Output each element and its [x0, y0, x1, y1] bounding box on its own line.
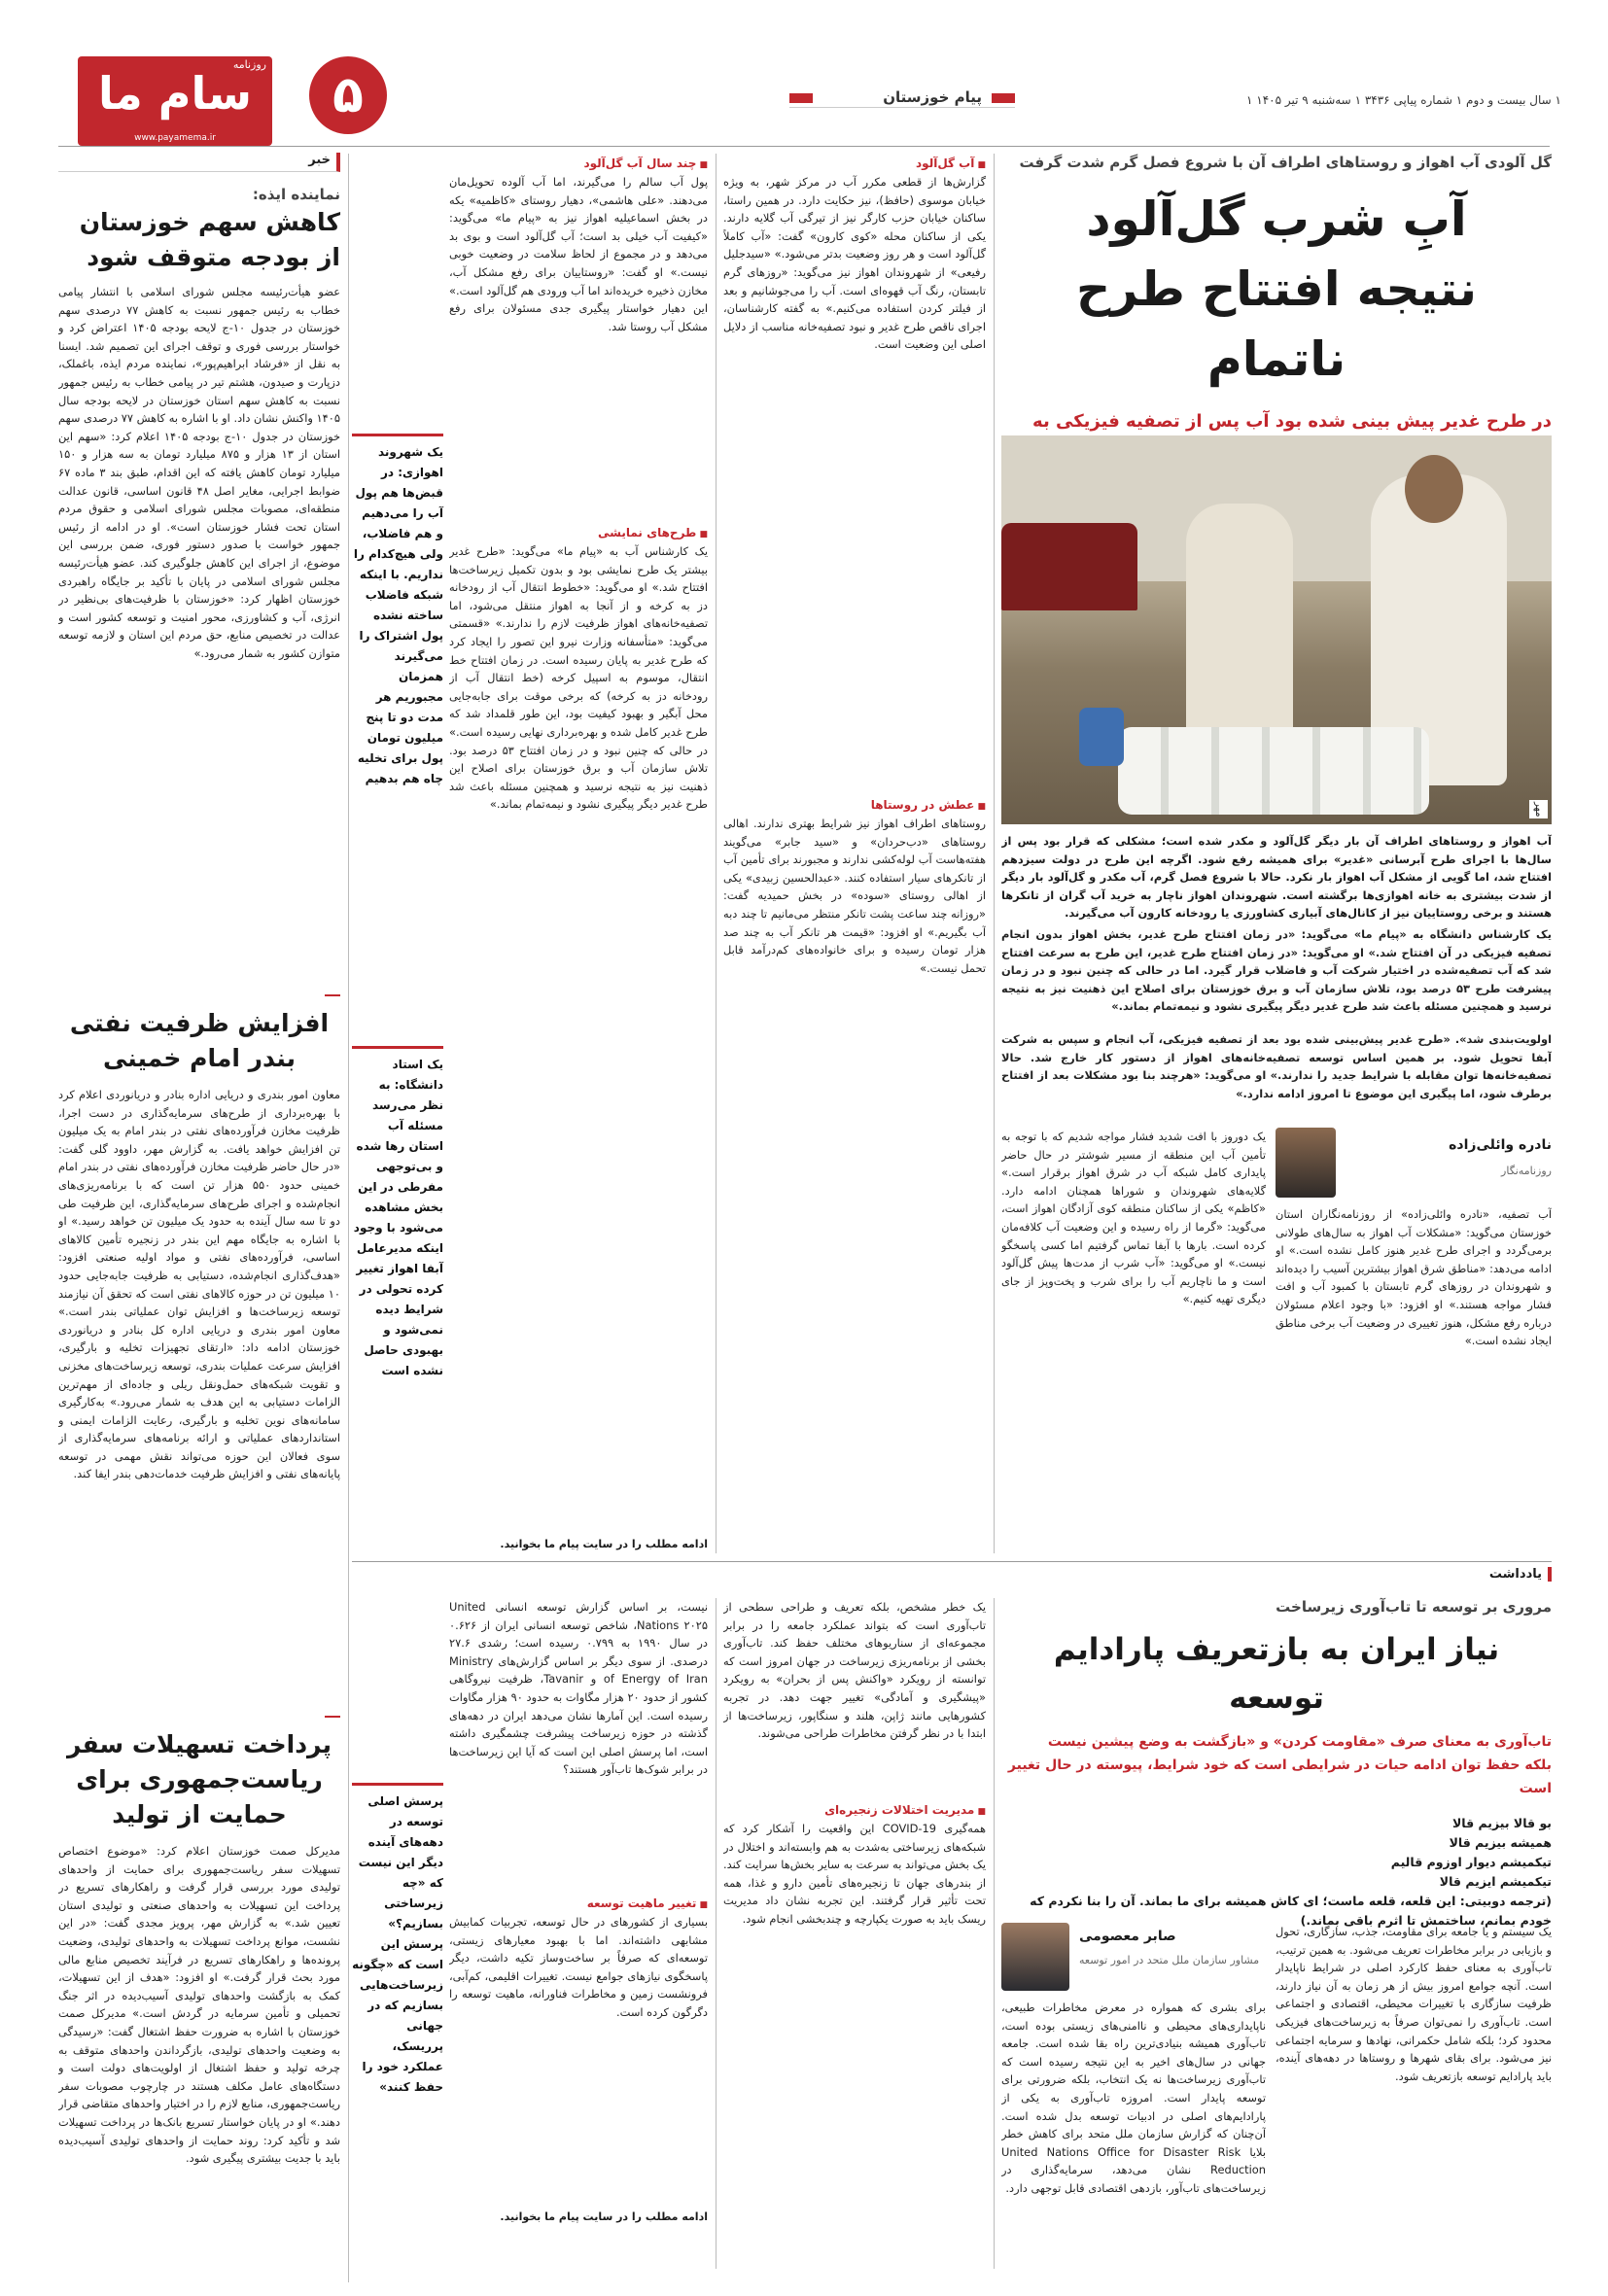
editorial-col-1b: برای بشری که همواره در معرض مخاطرات طبیعی، ناپایداری‌های محیطی و ناامنی‌های زیستی بوده است، تاب‌آوری همیشه بنیادی‌ترین راه بقا شده است. جامعه جهانی در سال‌های اخیر به این نتیجه رسیده است که تاب‌آوری زیرساخت‌ها نه یک انتخاب، بلکه ضرورتی برای توسعه پایدار است. امروزه تاب‌آوری به یکی از پارادایم‌های اصلی در ادبیات توسعه بدل شده است. آن‌چنان که گزارش سازمان ملل متحد برای کاهش خطر بلایا United Nations Office for Disaster Risk Reduction نشان می‌دهد، سرمایه‌گذاری در زیرساخت‌های تاب‌آور، بازدهی اقتصادی قابل توجهی دارد. — [1001, 2000, 1266, 2195]
author-role: مشاور سازمان ملل متحد در امور توسعه — [1079, 1954, 1260, 1966]
story-photo — [1001, 435, 1552, 824]
photo-person-2-head — [1405, 455, 1463, 523]
story-divider — [325, 1716, 340, 1718]
editorial-col-3-body-2: بسیاری از کشورهای در حال توسعه، تجربیات کمابیش مشابهی داشته‌اند. اما با بهبود معیارهای زیستی، توسعه‌ای که صرفاً بر ساخت‌وساز تکیه داشت، دیگر پاسخگوی نیازهای جوامع نیست. تغییرات اقلیمی، کم‌آبی، فرونشست زمین و مخاطرات فناورانه، ماهیت توسعه را دگرگون کرده است. — [449, 1915, 708, 2019]
subhead: ■ آب گل‌آلود — [723, 157, 986, 170]
pull-quote-text: پرسش اصلی توسعه در دهه‌های آینده دیگر این نیست که «چه زیرساختی بسازیم؟» پرسش این است که «چگونه زیرساخت‌هایی بسازیم که در جهانی پرریسک، عملکرد خود را حفظ کنند» — [352, 1794, 443, 2094]
story-body: معاون امور بندری و دریایی اداره بنادر و دریانوردی اعلام کرد با بهره‌برداری از طرح‌های سرمایه‌گذاری در دست اجرا، ظرفیت مخازن فرآورده‌های نفتی در بندر امام به یک میلیون تن افزایش خواهد یافت. به گزارش مهر، داوود گلی گفت: «در حال حاضر ظرفیت مخازن فرآورده‌های نفتی در بندر امام خمینی حدود ۵۵۰ هزار تن است که با برنامه‌ریزی‌های انجام‌شده و اجرای طرح‌های سرمایه‌گذاری، این ظرفیت طی دو تا سه سال آینده به حدود یک میلیون تن خواهد رسید.» او با اشاره به جایگاه مهم این بندر در زنجیره تأمین کالاهای اساسی، فرآورده‌های نفتی و مواد اولیه صنعتی افزود: «هدف‌گذاری انجام‌شده، دستیابی به ظرفیت جابه‌جایی حدود ۱۰ میلیون تن در حوزه کالاهای نفتی است که تحقق آن نیازمند توسعه زیرساخت‌ها و افزایش توان عملیاتی بندر است.» معاون امور بندری و دریایی اداره کل بنادر و دریانوردی خوزستان ادامه داد: «ارتقای تجهیزات تخلیه و بارگیری، افزایش سرعت عملیات بندری، توسعه زیرساخت‌های مخزنی و تقویت شبکه‌های حمل‌ونقل ریلی و جاده‌ای از مهم‌ترین الزامات دستیابی به این هدف به شمار می‌رود.» به‌کارگیری سامانه‌های نوین تخلیه و بارگیری، رعایت الزامات ایمنی و استانداردهای عملیاتی و ارائه برنامه‌های سرمایه‌گذاری از سوی فعالان این حوزه می‌تواند نقش مهمی در توسعه پایانه‌های نفتی و افزایش ظرفیت خدمات‌دهی بندر ایفا کند. — [58, 1088, 340, 1481]
photo-car — [1001, 523, 1137, 610]
pull-quote-3 — [352, 1783, 443, 2098]
author-box — [1276, 1128, 1552, 1201]
photo-caption: آب اهواز و روستاهای اطراف آن بار دیگر گل‌آلود و مکدر شده است؛ مشکلی که قرار بود پس از سال‌ها با اجرای طرح آبرسانی «غدیر» برای همیشه رفع شود. اگرچه این طرح در دولت سیزدهم افتتاح شد، اما گویی از مشکل آب اهواز بار نکرد. حالا با شروع فصل گرم، آب مکدر و گل‌آلود بار دیگر از شدت بیشتری به خانه اهوازی‌ها برگشته است. شهروندان اهواز ناچار به خرید آب گران از تانکرها هستند و برخی روستاییان نیز از کانال‌های آبیاری کشاورزی یا رودخانه کارون آب می‌گیرند. — [1001, 834, 1552, 921]
editorial-kicker: مروری بر توسعه تا تاب‌آوری زیرساخت — [1276, 1598, 1552, 1616]
poem-line: بو قالا بیزیم قالا — [1451, 1816, 1552, 1830]
author-name: صابر معصومی — [1079, 1929, 1176, 1944]
editorial-col-2-body: یک خطر مشخص، بلکه تعریف و طراحی سطحی از تاب‌آوری است که بتواند عملکرد جامعه را در برابر مجموعه‌ای از سناریوهای مختلف حفظ کند. تاب‌آوری بخشی از برنامه‌ریزی زیرساخت در جهان امروز است که توانسته از رویکرد «واکنش پس از بحران» به رویکرد «پیشگیری و آمادگی» تغییر جهت دهد. در تجربه کشورهایی مانند ژاپن، هلند و سنگاپور، زیرساخت‌ها از ابتدا با در نظر گرفتن مخاطرات طراحی می‌شوند. — [723, 1600, 986, 1741]
editorial-label — [1489, 1567, 1552, 1582]
subhead: ■ مدیریت اختلالات زنجیره‌ای — [723, 1803, 986, 1817]
poem-line: تیکمیشم ایزیم قالا — [1439, 1874, 1552, 1889]
editorial-col-3 — [449, 1598, 708, 2269]
news-story-port — [58, 1006, 340, 1766]
logo — [78, 56, 272, 146]
story-divider — [325, 994, 340, 996]
editorial-label-text: یادداشت — [1488, 1567, 1542, 1582]
editorial-header — [1001, 1598, 1552, 1931]
photo-credit — [1529, 800, 1548, 818]
main-col-d — [449, 154, 708, 1553]
story-body: مدیرکل صمت خوزستان اعلام کرد: «موضوع اختصاص تسهیلات سفر ریاست‌جمهوری برای حمایت از واحدهای تولیدی مورد بررسی قرار گرفت و راهکارهای تسریع در پرداخت این تسهیلات به واحدهای صنعتی و تولیدی استان تعیین شد.» به گزارش مهر، پرویز مجدی گفت: «در این نشست، موانع پرداخت تسهیلات به واحدهای تولیدی، وضعیت پرونده‌ها و راهکارهای تسریع در فرآیند تخصیص منابع مالی مورد بحث قرار گرفت.» او افزود: «هدف از این تسهیلات، کمک به بازگشت واحدهای تولیدی آسیب‌دیده در اثر جنگ تحمیلی و تأمین سرمایه در گردش است.» مدیرکل صمت خوزستان با اشاره به ضرورت حفظ اشتغال گفت: «رسیدگی به وضعیت واحدهای تولیدی، بازگرداندن واحدهای متوقف به چرخه تولید و حفظ اشتغال از اولویت‌های دولت است و دستگاه‌های عامل مکلف هستند در چارچوب مصوبات سفر ریاست‌جمهوری، منابع لازم را در اختیار واحدهای متقاضی قرار دهند.» او در پایان خواستار تسریع بانک‌ها در پرداخت تسهیلات شد و تأکید کرد: روند حمایت از واحدهای تولیدی آسیب‌دیده باید با جدیت بیشتری پیگیری شود. — [58, 1844, 340, 2166]
story-title: پرداخت تسهیلات سفر ریاست‌جمهوری برای حمایت از تولید — [67, 1730, 332, 1828]
photo-person-1 — [1186, 504, 1293, 747]
editorial-col-2 — [723, 1598, 986, 2269]
main-col-b: آب تصفیه، «نادره وائلی‌زاده» از روزنامه‌نگاران استان خوزستان می‌گوید: «مشکلات آب اهواز به سال‌های طولانی برمی‌گردد و اجرای طرح غدیر هنوز کامل نشده است.» او ادامه می‌دهد: «مناطق شرق اهواز بیشترین آسیب را دیده‌اند و شهروندان در روزهای گرم تابستان با کمبود آب و افت فشار مواجه هستند.» او افزود: «با وجود اعلام مسئولان درباره رفع مشکل، هنوز تغییری در وضعیت آب برخی مناطق ایجاد نشده است.» — [1276, 1207, 1552, 1348]
column-label — [58, 153, 340, 172]
subhead: ■ تغییر ماهیت توسعه — [449, 1896, 708, 1910]
pull-quote-2 — [352, 1046, 443, 1381]
pull-quote-text: یک شهروند اهوازی: در قبض‌ها هم پول آب را می‌دهیم و هم فاضلاب، ولی هیچ‌کدام را نداریم. با اینکه شبکه فاضلاب ساخته نشده پول اشتراک را می‌گیرند همزمان مجبوریم هر مدت دو تا پنج میلیون تومان پول برای تخلیه چاه هم بدهیم — [353, 445, 443, 785]
main-col-c-body-2: روستاهای اطراف اهواز نیز شرایط بهتری ندارند. اهالی روستاهای «دب‌حردان» و «سید جابر» می‌گویند هفته‌هاست آب لوله‌کشی ندارند و مجبورند برای تأمین آب از تانکرهای سیار استفاده کنند. «عبدالحسین زبیدی» یکی از اهالی روستای «سوده» در بخش حمیدیه گفت: «روزانه چند ساعت پشت تانکر منتظر می‌مانیم تا چند دبه آب بگیریم.» او افزود: «قیمت هر تانکر آب به چند صد هزار تومان رسیده و برای خانواده‌های کم‌درآمد قابل تحمل نیست.» — [723, 817, 986, 975]
headline-line1: آبِ شرب گل‌آلود — [1086, 191, 1467, 247]
editorial-lead-2: بلکه حفظ توان ادامه حیات در شرایطی است که خود شرایط، پیوسته در حال تغییر است — [1007, 1757, 1552, 1796]
main-col-d-body: پول آب سالم را می‌گیرند، اما آب آلوده تحویل‌مان می‌دهند. «علی هاشمی»، دهیار روستای «کاظمیه» یکه در بخش اسماعیلیه اهواز نیز به «پیام ما» می‌گوید: «کیفیت آب خیلی بد است؛ آب گل‌آلود است و بوی بد می‌دهد و در مجموع از لحاظ سلامت در وضعیت خوبی نیست.» او گفت: «روستاییان برای رفع مشکل آب، مخازن ذخیره خریده‌اند اما آب ورودی هم گل‌آلود است.» این دهیار خواستار پیگیری جدی مسئولان برای رفع مشکل آب روستا شد. — [449, 175, 708, 333]
photo-jug-blue — [1079, 708, 1124, 766]
section-bar — [789, 90, 1015, 108]
editorial-poem — [1001, 1814, 1552, 1931]
subhead: ■ عطش در روستاها — [723, 798, 986, 812]
story-kicker: نماینده ایذه: — [252, 186, 340, 203]
section-marker-left — [789, 93, 813, 103]
pull-quote-1 — [352, 434, 443, 789]
poem-line: تیکمیشم دیوار اوزوم قالیم — [1390, 1855, 1552, 1869]
author-avatar — [1001, 1923, 1069, 1991]
story-lead: در طرح غدیر پیش بینی شده بود آب پس از تصفیه فیزیکی به — [1032, 411, 1552, 432]
logo-text: سام ما — [98, 67, 252, 120]
masthead-rule — [58, 146, 1550, 147]
editorial-continue[interactable]: ادامه مطلب را در سایت پیام ما بخوانید. — [500, 2210, 708, 2223]
news-story-budget — [58, 186, 340, 800]
issue-info: ۱ سال بیست و دوم ۱ شماره پیاپی ۳۴۳۶ ۱ سه‌شنبه ۹ تیر ۱۴۰۵ ۱ — [1245, 93, 1561, 107]
news-story-loans — [58, 1727, 340, 2296]
section-name: پیام خوزستان — [883, 88, 982, 106]
column-label-text: خبر — [308, 153, 331, 167]
editorial-col-3-body: نیست، بر اساس گزارش توسعه انسانی United Nations ۲۰۲۵، شاخص توسعه انسانی ایران از ۰.۶۲۶ در سال ۱۹۹۰ به ۰.۷۹۹ رسیده است؛ رشدی ۲۷.۶ درصدی. از سوی دیگر بر اساس گزارش‌های Ministry of Energy of Iran و Tavanir، ظرفیت نیروگاهی کشور از حدود ۲۰ هزار مگاوات به حدود ۹۰ هزار مگاوات رسیده است. این آمارها نشان می‌دهد ایران در دهه‌های گذشته در حوزه زیرساخت پیشرفت چشمگیری داشته است، اما پرسش اصلی این است که آیا این زیرساخت‌ها در برابر شوک‌ها تاب‌آور هستند؟ — [449, 1600, 708, 1777]
headline-line2: نتیجه افتتاح طرح ناتمام — [1075, 261, 1478, 387]
poem-translation: (ترجمه دوبیتی: این قلعه، قلعه ماست؛ ای کاش همیشه برای ما بماند. آن را بنا نکردم که خودم بمانم، ساختمش تا اثرم باقی بماند.) — [1030, 1894, 1552, 1928]
author-avatar — [1276, 1128, 1336, 1198]
story-title: افزایش ظرفیت نفتی بندر امام خمینی — [69, 1009, 330, 1072]
masthead — [0, 0, 1608, 146]
logo-prefix: روزنامه — [232, 58, 266, 71]
column-rule — [994, 1598, 995, 2269]
subhead: ■ چند سال آب گل‌آلود — [449, 157, 708, 170]
column-rule — [716, 154, 717, 1553]
page-number: ۵ — [332, 66, 364, 124]
column-rule — [716, 1598, 717, 2269]
subhead: ■ طرح‌های نمایشی — [449, 526, 708, 539]
main-col-c — [723, 154, 986, 1553]
author-name: نادره وائلی‌زاده — [1449, 1137, 1552, 1153]
editorial-section-rule — [352, 1561, 1552, 1562]
editorial-lead-1: تاب‌آوری به معنای صرف «مقاومت کردن» و «بازگشت به وضع پیشین نیست — [1047, 1734, 1552, 1750]
page-number-badge — [309, 56, 387, 134]
editorial-title: نیاز ایران به بازتعریف پارادایم توسعه — [1053, 1632, 1500, 1716]
column-rule — [994, 154, 995, 1553]
story-body: عضو هیأت‌رئیسه مجلس شورای اسلامی با انتشار پیامی خطاب به رئیس جمهور نسبت به کاهش ۷۷ درصدی سهم خوزستان در جدول ۱۰-ج لایحه بودجه ۱۴۰۵ اعتراض کرد و خواستار بررسی فوری و توقف اجرای این تصمیم شد. ایسنا به نقل از «فرشاد ابراهیم‌پور»، نماینده مردم ایذه، باغملک، دزپارت و صیدون، هشتم تیر در پیامی خطاب به رئیس جمهور نسبت به کاهش سهم استان خوزستان در لایحه بودجه سال ۱۴۰۵ واکنش نشان داد. او با اشاره به کاهش ۷۷ درصدی سهم خوزستان در جدول ۱۰-ج بودجه ۱۴۰۵ اعلام کرد: «سهم این استان از ۱۳ هزار و ۸۷۵ میلیارد تومان به سه هزار و ۱۵۰ میلیارد تومان کاهش یافته که این اقدام، طبق بند ۳ ماده ۶۷ ضوابط اجرایی، مغایر اصل ۴۸ قانون اساسی، قانون عدالت منطقه‌ای، مصوبات مجلس شورای اسلامی و حقوق مردم استان تحت فشار خوزستان است». او در ادامه از رئیس جمهور خواست با صدور دستور فوری، ضمن بررسی این موضوع، از اجرای این کاهش جلوگیری کند. عضو هیأت‌رئیسه مجلس شورای اسلامی در پایان با تأکید بر جایگاه راهبردی خوزستان اظهار کرد: «خوزستان با ظرفیت‌های بی‌نظیر در انرژی، آب و کشاورزی، محور امنیت و توسعه کشور است و عدالت در تخصیص منابع، حق مردم این استان و لازمه توسعه متوازن کشور به شمار می‌رود.» — [58, 285, 340, 660]
news-column — [58, 151, 340, 2284]
author-role: روزنامه‌نگار — [1501, 1165, 1552, 1177]
main-col-d-body-2: یک کارشناس آب به «پیام ما» می‌گوید: «طرح غدیر بیشتر یک طرح نمایشی بود و بدون تکمیل زیرساخت‌ها افتتاح شد.» او می‌گوید: «خطوط انتقال آب از رودخانه دز به کرخه و از آنجا به اهواز منتقل می‌شود، اما تصفیه‌خانه‌های اهواز ظرفیت لازم را ندارند.» «قسمتی می‌گوید: «متأسفانه وزارت نیرو این تصور را ایجاد کرد که طرح غدیر به پایان رسیده است. در زمان افتتاح خط انتقال، موسوم به اسپیل کرخه (خط انتقال آب از رودخانه دز به کرخه) که برخی موقت برای جابه‌جایی محل آبگیر و بهبود کیفیت بود، این طور قلمداد شد که طرح غدیر کامل شده و بهره‌برداری نهایی رسیده است.» در حالی که چنین نبود و در زمان افتتاح ۵۳ درصد بود. تلاش سازمان آب و برق خوزستان برای اصلاح این ذهنیت نیز به نتیجه نرسید و همچنین مسئله باعث شد طرح غدیر دیگر پیگیری نشود و نیمه‌تمام بماند.» — [449, 544, 708, 812]
main-body-intro: یک کارشناس دانشگاه به «پیام ما» می‌گوید: «در زمان افتتاح طرح غدیر، بخش اهواز بدون انجام تصفیه فیزیکی در آن افتتاح شد.» او می‌گوید: «در زمان افتتاح طرح غدیر، این طرح به سرعت افتتاح شد که آب تصفیه‌شده در اختیار شرکت آب و فاضلاب قرار گیرد. اما در حالی که چنین نبود و در زمان پیشرفت طرح ۵۳ درصد بود، تلاش سازمان آب و برق خوزستان برای اصلاح این ذهنیت نیز به نتیجه نرسید و همچنین مسئله باعث شد طرح غدیر دیگر پیگیری نشود و نیمه‌تمام بماند.» — [1001, 927, 1552, 1014]
main-col-e-end[interactable]: ادامه مطلب را در سایت پیام ما بخوانید. — [500, 1538, 708, 1550]
main-col-c-body: گزارش‌ها از قطعی مکرر آب در مرکز شهر، به ویژه خیابان موسوی (حافظ)، نیز حکایت دارد. در همین راستا، ساکنان خیابان حزب کارگر نیز از تیرگی آب گلایه دارند. یکی از ساکنان محله «کوی کارون» گفت: «آب کاملاً گل‌آلود است و هر روز وضعیت بدتر می‌شود.» «سیدجلیل رفیعی» از شهروندان اهواز نیز می‌گوید: «روزهای گرم تابستان، رنگ آب قهوه‌ای است. آب را می‌جوشانیم و بعد از فیلتر کردن استفاده می‌کنیم.» به گفته کارشناسان، اجرای ناقص طرح غدیر و نبود تصفیه‌خانه مناسب از دلایل اصلی این وضعیت است. — [723, 175, 986, 352]
story-kicker: گل آلودی آب اهواز و روستاهای اطراف آن با شروع فصل گرم شدت گرفت — [1019, 154, 1552, 171]
column-rule — [348, 154, 349, 2282]
section-marker-right — [992, 93, 1015, 103]
photo-water-jugs — [1118, 727, 1429, 815]
main-col-a: یک دوروز با افت شدید فشار مواجه شدیم که با توجه به تأمین آب این منطقه از مسیر شوشتر در حال حاضر پایداری کامل شبکه آب در شرق اهواز برقرار است.» گلایه‌های شهروندان و شوراها همچنان ادامه دارد. «کاظم» یکی از ساکنان منطقه کوی آزادگان اهواز است، می‌گوید: «گرما از راه رسیده و این وضعیت آب کلافه‌مان کرده است. بارها با آبفا تماس گرفتیم اما کسی پاسخگو نیست.» او می‌گوید: «آب شرب از مدت‌ها پیش گل‌آلود است و ما ناچاریم آب را برای شرب و پخت‌وپز از جای دیگری تهیه کنیم.» — [1001, 1130, 1266, 1306]
poem-line: همیشه بیزیم قالا — [1449, 1835, 1552, 1850]
editorial-col-2-body-2: همه‌گیری COVID-19 این واقعیت را آشکار کرد که شبکه‌های زیرساختی به‌شدت به هم وابسته‌اند و اختلال در یک بخش می‌تواند به سرعت به سایر بخش‌ها سرایت کند. از بندرهای جهان تا زنجیره‌های تأمین دارو و غذا، همه تحت تأثیر قرار گرفتند. این تجربه نشان داد مدیریت ریسک باید به صورت یکپارچه و چندبخشی انجام شود. — [723, 1822, 986, 1926]
story-title: کاهش سهم خوزستان از بودجه متوقف شود — [79, 208, 340, 271]
editorial-col-1: یک سیستم و یا جامعه برای مقاومت، جذب، سازگاری، تحول و بازیابی در برابر مخاطرات تعریف می‌شود. به همین ترتیب، تاب‌آوری به معنای حفظ کارکرد اصلی در شرایط ناپایدار است. آنچه جوامع امروز بیش از هر زمان به آن نیاز دارند، ظرفیت سازگاری با تغییرات محیطی، اقتصادی و اجتماعی است. تاب‌آوری را نمی‌توان صرفاً به زیرساخت‌های فیزیکی محدود کرد؛ بلکه شامل حکمرانی، نهادها و سرمایه اجتماعی نیز می‌شود. برای بقای شهرها و روستاها در دهه‌های آینده، باید پارادایم توسعه بازتعریف شود. — [1276, 1925, 1552, 2083]
photo-credit-text: مهر — [1533, 801, 1544, 817]
pull-quote-text: یک استاد دانشگاه: به نظر می‌رسد مسئله آب استان رها شده و بی‌توجهی مفرطی در این بخش مشاهده می‌شود با وجود اینکه مدیرعامل آبفا اهواز تغییر کرده تحولی در شرایط دیده نمی‌شود و بهبودی حاصل نشده است — [353, 1058, 443, 1377]
website-url[interactable]: www.payamema.ir — [134, 133, 216, 143]
main-body-highlight: اولویت‌بندی شد». «طرح غدیر پیش‌بینی شده بود بعد از تصفیه فیزیکی، آب انجام و سپس به شرکت آبفا تحویل شود. بر همین اساس توسعه تصفیه‌خانه‌های اهواز از دستور کار خارج شد. حالا تصفیه‌خانه‌ها توان مقابله با شرایط جدید را ندارند.» او می‌گوید: «هرچند بنا بود مشکلات بعد از افتتاح برطرف شود، اما پیگیری این موضوع تا امروز ادامه ندارد.» — [1001, 1032, 1552, 1100]
